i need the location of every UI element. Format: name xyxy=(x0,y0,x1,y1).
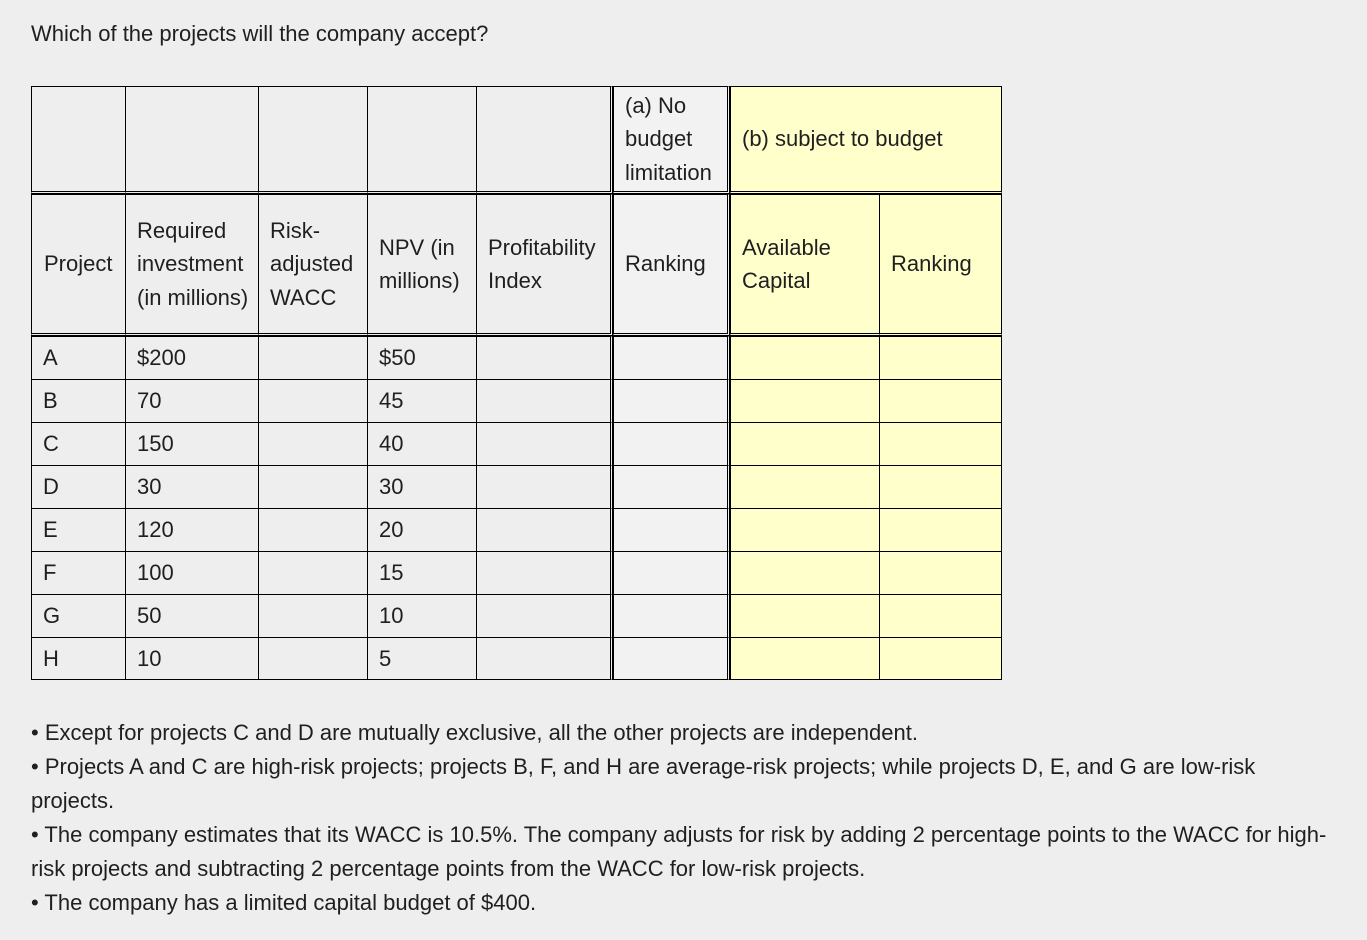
pi-cell xyxy=(476,637,613,680)
wacc-cell xyxy=(258,551,367,594)
wacc-cell xyxy=(258,422,367,465)
project-cell: H xyxy=(31,637,125,680)
project-cell: E xyxy=(31,508,125,551)
investment-cell: 100 xyxy=(125,551,258,594)
pi-cell xyxy=(476,422,613,465)
npv-cell: 20 xyxy=(367,508,476,551)
notes-list xyxy=(31,716,1331,920)
group-header-subject-to-budget: (b) subject to budget xyxy=(730,86,1002,194)
ranking-a-cell xyxy=(613,422,730,465)
ranking-b-cell xyxy=(879,422,1002,465)
npv-cell: 40 xyxy=(367,422,476,465)
column-header-row xyxy=(31,194,1002,336)
npv-cell: 30 xyxy=(367,465,476,508)
investment-cell: $200 xyxy=(125,336,258,379)
col-header-available-capital: Available Capital xyxy=(730,194,879,336)
npv-cell: 15 xyxy=(367,551,476,594)
ranking-a-cell xyxy=(613,637,730,680)
npv-cell: $50 xyxy=(367,336,476,379)
investment-cell: 10 xyxy=(125,637,258,680)
pi-cell xyxy=(476,465,613,508)
available-capital-cell xyxy=(730,551,879,594)
blank-header-cell xyxy=(476,86,613,194)
table-row xyxy=(31,336,1002,379)
ranking-b-cell xyxy=(879,551,1002,594)
table-row xyxy=(31,508,1002,551)
project-cell: C xyxy=(31,422,125,465)
investment-cell: 30 xyxy=(125,465,258,508)
col-header-profitability-index: Profitability Index xyxy=(476,194,613,336)
col-header-ranking-b: Ranking xyxy=(879,194,1002,336)
investment-cell: 120 xyxy=(125,508,258,551)
table-row xyxy=(31,422,1002,465)
ranking-b-cell xyxy=(879,508,1002,551)
project-cell: F xyxy=(31,551,125,594)
wacc-cell xyxy=(258,594,367,637)
available-capital-cell xyxy=(730,465,879,508)
blank-header-cell xyxy=(31,86,125,194)
investment-cell: 50 xyxy=(125,594,258,637)
available-capital-cell xyxy=(730,594,879,637)
note-item: • Except for projects C and D are mutually exclusive, all the other projects are independent. xyxy=(31,720,918,745)
table-row xyxy=(31,379,1002,422)
pi-cell xyxy=(476,336,613,379)
available-capital-cell xyxy=(730,422,879,465)
col-header-ranking-a: Ranking xyxy=(613,194,730,336)
ranking-a-cell xyxy=(613,465,730,508)
available-capital-cell xyxy=(730,336,879,379)
project-cell: B xyxy=(31,379,125,422)
ranking-b-cell xyxy=(879,336,1002,379)
blank-header-cell xyxy=(367,86,476,194)
project-table xyxy=(31,86,1002,680)
ranking-b-cell xyxy=(879,637,1002,680)
npv-cell: 45 xyxy=(367,379,476,422)
note-item: • The company has a limited capital budget of $400. xyxy=(31,890,537,915)
pi-cell xyxy=(476,508,613,551)
available-capital-cell xyxy=(730,508,879,551)
wacc-cell xyxy=(258,465,367,508)
col-header-required-investment: Required investment (in millions) xyxy=(125,194,258,336)
blank-header-cell xyxy=(258,86,367,194)
wacc-cell xyxy=(258,508,367,551)
ranking-a-cell xyxy=(613,594,730,637)
pi-cell xyxy=(476,594,613,637)
ranking-a-cell xyxy=(613,336,730,379)
ranking-b-cell xyxy=(879,594,1002,637)
ranking-a-cell xyxy=(613,508,730,551)
blank-header-cell xyxy=(125,86,258,194)
available-capital-cell xyxy=(730,379,879,422)
wacc-cell xyxy=(258,336,367,379)
table-row xyxy=(31,637,1002,680)
project-cell: G xyxy=(31,594,125,637)
pi-cell xyxy=(476,551,613,594)
ranking-b-cell xyxy=(879,465,1002,508)
table-row xyxy=(31,594,1002,637)
pi-cell xyxy=(476,379,613,422)
available-capital-cell xyxy=(730,637,879,680)
col-header-project: Project xyxy=(31,194,125,336)
col-header-npv: NPV (in millions) xyxy=(367,194,476,336)
ranking-b-cell xyxy=(879,379,1002,422)
group-header-row xyxy=(31,86,1002,194)
project-cell: A xyxy=(31,336,125,379)
wacc-cell xyxy=(258,637,367,680)
npv-cell: 10 xyxy=(367,594,476,637)
ranking-a-cell xyxy=(613,551,730,594)
wacc-cell xyxy=(258,379,367,422)
ranking-a-cell xyxy=(613,379,730,422)
note-item: • The company estimates that its WACC is 10.5%. The company adjusts for risk by adding 2 percentage points to the WACC for high-risk projects and subtracting 2 percentage points from the WACC for low-risk projects. xyxy=(31,822,1327,881)
investment-cell: 150 xyxy=(125,422,258,465)
note-item: • Projects A and C are high-risk projects; projects B, F, and H are average-risk projects; while projects D, E, and G are low-risk projects. xyxy=(31,754,1256,813)
table-row xyxy=(31,551,1002,594)
npv-cell: 5 xyxy=(367,637,476,680)
project-cell: D xyxy=(31,465,125,508)
group-header-no-budget: (a) No budget limitation xyxy=(613,86,730,194)
table-row xyxy=(31,465,1002,508)
col-header-risk-adjusted-wacc: Risk-adjusted WACC xyxy=(258,194,367,336)
question-text: Which of the projects will the company accept? xyxy=(31,21,489,46)
investment-cell: 70 xyxy=(125,379,258,422)
